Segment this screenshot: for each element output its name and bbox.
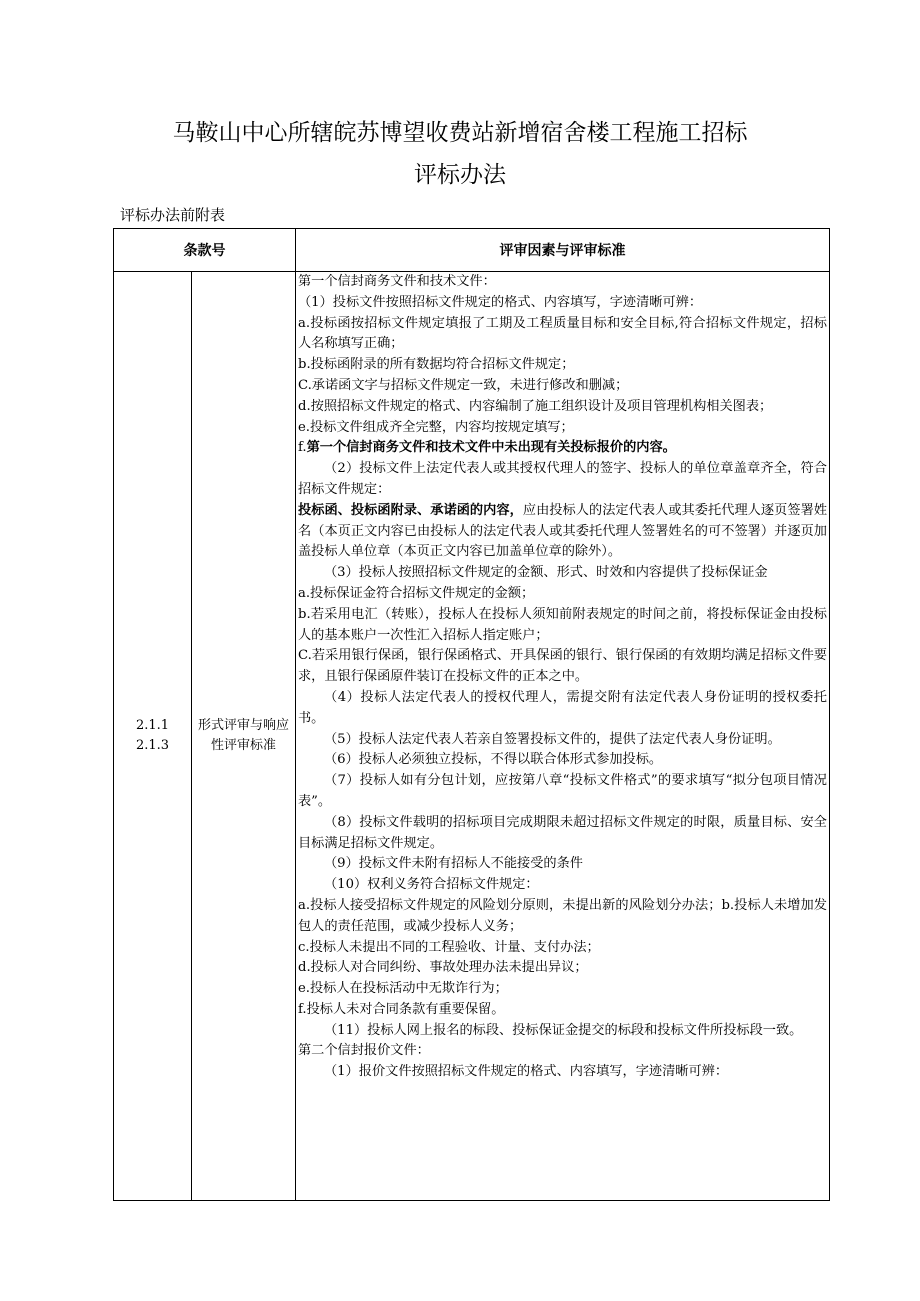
- standard-line: （10）权利义务符合招标文件规定：: [324, 877, 539, 893]
- clause-number: 2.1.3: [135, 738, 170, 753]
- item-prefix: f.: [298, 440, 307, 456]
- clause-number: 2.1.1: [135, 718, 170, 733]
- standard-line: C.若采用银行保函，银行保函格式、开具保函的银行、银行保函的有效期均满足招标文件要求，且银行保函原件装订在投标文件的正本之中。: [298, 648, 827, 685]
- standard-line: f.投标人未对合同条款有重要保留。: [298, 1001, 505, 1017]
- standard-line: c.投标人未提出不同的工程验收、计量、支付办法；: [298, 939, 600, 955]
- requirement-text: 应由投标人的法定代表人或其委托代理人逐页签署姓名（本页正文内容已由投标人的法定代表人或其委托代理人签署姓名的可不签署）并逐页加盖投标人单位章（本页正文内容已加盖单位章的除外）。: [298, 502, 828, 560]
- standard-line: b.若采用电汇（转账），投标人在投标人须知前附表规定的时间之前，将投标保证金由投标人的基本账户一次性汇入招标人指定账户；: [298, 606, 827, 643]
- standard-line: （9）投标文件未附有招标人不能接受的条件: [324, 856, 583, 872]
- standard-line: （8）投标文件载明的招标项目完成期限未超过招标文件规定的时限，质量目标、安全目标满足招标文件规定。: [298, 814, 827, 851]
- header-clause: 条款号: [114, 229, 296, 272]
- bold-requirement: 第一个信封商务文件和技术文件中未出现有关投标报价的内容。: [306, 440, 676, 456]
- standard-line: （6）投标人必须独立投标，不得以联合体形式参加投标。: [324, 752, 663, 768]
- document-title: 马鞍山中心所辖皖苏博望收费站新增宿舍楼工程施工招标: [172, 120, 748, 146]
- section-heading: 评标办法前附表: [120, 206, 226, 224]
- standard-line: [296, 501, 829, 563]
- standard-line: d.按照招标文件规定的格式、内容编制了施工组织设计及项目管理机构相关图表；: [298, 398, 773, 414]
- standard-line: C.承诺函文字与招标文件规定一致，未进行修改和删减；: [298, 377, 629, 393]
- standard-line: （1）报价文件按照招标文件规定的格式、内容填写，字迹清晰可辨：: [324, 1064, 729, 1080]
- clause-number-cell: [114, 272, 192, 1201]
- standard-line: （4）投标人法定代表人的授权代理人，需提交附有法定代表人身份证明的授权委托书。: [298, 689, 827, 726]
- standard-line: [296, 438, 829, 459]
- standard-line: a.投标函按招标文件规定填报了工期及工程质量目标和安全目标,符合招标文件规定，招标人名称填写正确；: [298, 315, 827, 352]
- standard-line: （3）投标人按照招标文件规定的金额、形式、时效和内容提供了投标保证金: [324, 565, 768, 581]
- standard-line: e.投标文件组成齐全完整，内容均按规定填写；: [298, 419, 574, 435]
- standard-line: （1）投标文件按照招标文件规定的格式、内容填写，字迹清晰可辨：: [298, 294, 703, 310]
- table-header-row: [114, 229, 830, 272]
- standard-cell: [296, 272, 830, 1201]
- standard-line: （7）投标人如有分包计划，应按第八章“投标文件格式”的要求填写“拟分包项目情况表”。: [298, 773, 827, 809]
- standard-line: e.投标人在投标活动中无欺诈行为；: [298, 981, 508, 997]
- header-standard: 评审因素与评审标准: [296, 229, 830, 272]
- standard-line: a.投标保证金符合招标文件规定的金额；: [298, 585, 535, 601]
- standard-line: d.投标人对合同纠纷、事故处理办法未提出异议；: [298, 960, 588, 976]
- standard-line: b.投标函附录的所有数据均符合招标文件规定；: [298, 357, 575, 373]
- standard-line: （11）投标人网上报名的标段、投标保证金提交的标段和投标文件所投标段一致。: [324, 1022, 803, 1038]
- bold-requirement: 投标函、投标函附录、承诺函的内容，: [298, 502, 523, 518]
- standard-line: 第一个信封商务文件和技术文件：: [298, 274, 496, 289]
- standard-line: （5）投标人法定代表人若亲自签署投标文件的，提供了法定代表人身份证明。: [324, 731, 781, 747]
- standard-line: 第二个信封报价文件：: [298, 1043, 430, 1059]
- standard-line: （2）投标文件上法定代表人或其授权代理人的签字、投标人的单位章盖章齐全，符合招标文件规定：: [298, 461, 827, 497]
- evaluation-table: [113, 228, 830, 1201]
- standard-line: a.投标人接受招标文件规定的风险划分原则，未提出新的风险划分办法；b.投标人未增加发包人的责任范围，或减少投标人义务；: [298, 897, 827, 934]
- table-row: [114, 272, 830, 1201]
- document-subtitle: 评标办法: [414, 162, 506, 188]
- factor-cell: 形式评审与响应性评审标准: [192, 272, 296, 1201]
